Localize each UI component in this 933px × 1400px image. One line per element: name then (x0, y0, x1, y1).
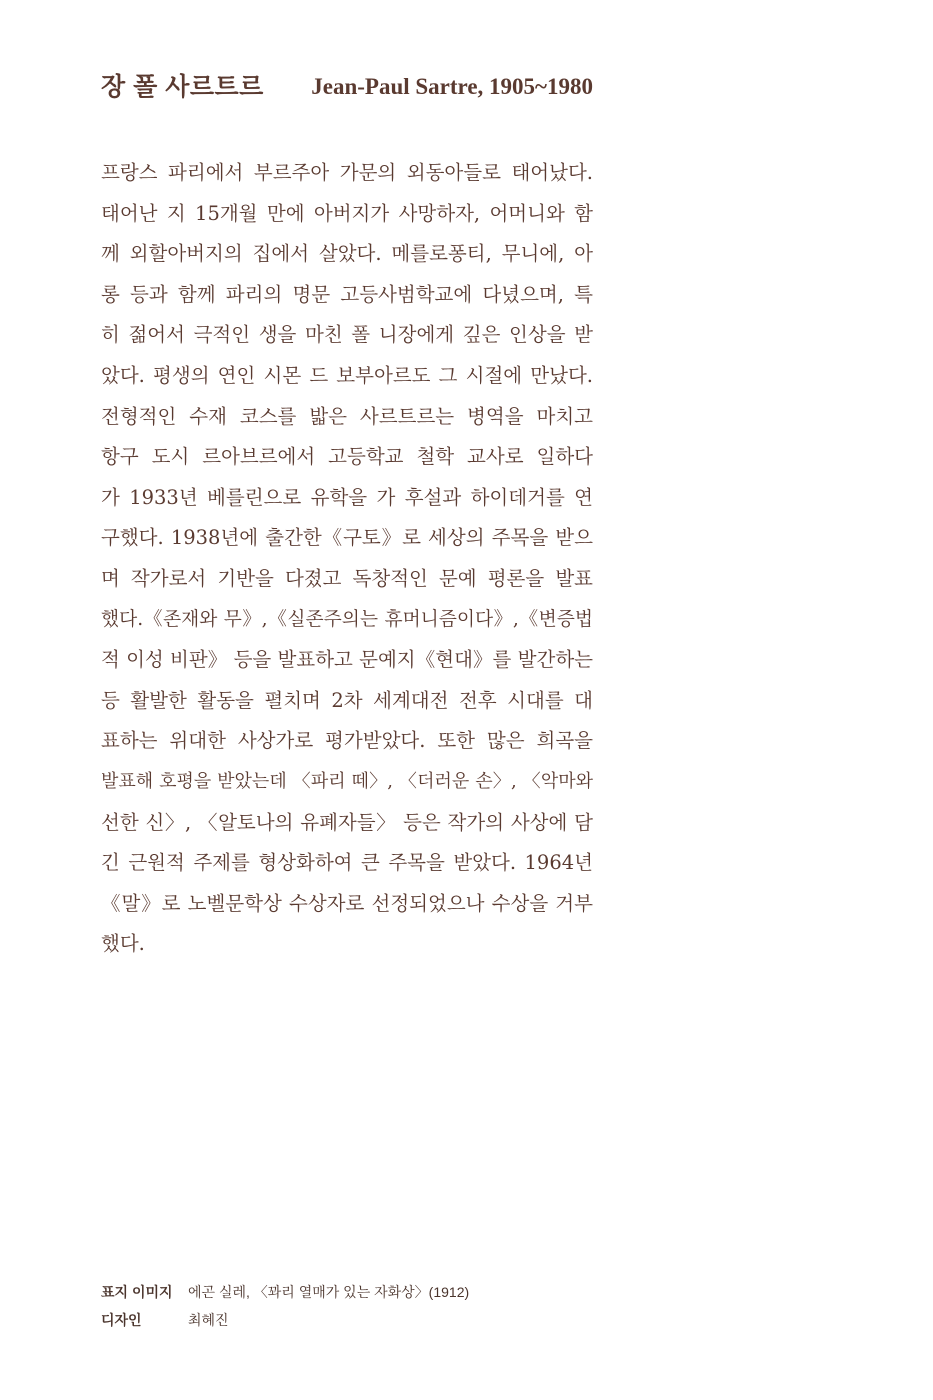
biography-line: 가 1933년 베를린으로 유학을 가 후설과 하이데거를 연 (101, 485, 593, 509)
design-label: 디자인 (101, 1312, 142, 1328)
biography-line: 발표해 호평을 받았는데 〈파리 떼〉, 〈더러운 손〉, 〈악마와 (101, 770, 593, 792)
biography-line: 았다. 평생의 연인 시몬 드 보부아르도 그 시절에 만났다. (101, 363, 593, 387)
biography-line: 표하는 위대한 사상가로 평가받았다. 또한 많은 희곡을 (101, 729, 593, 753)
book-credits (101, 1278, 469, 1334)
design-credit (101, 1306, 469, 1334)
biography-line: 긴 근원적 주제를 형상화하여 큰 주목을 받았다. 1964년 (101, 851, 593, 875)
author-name-english: Jean-Paul Sartre, 1905~1980 (311, 74, 593, 99)
author-header (101, 70, 593, 104)
biography-line: 전형적인 수재 코스를 밟은 사르트르는 병역을 마치고 (101, 404, 593, 428)
biography-line: 항구 도시 르아브르에서 고등학교 철학 교사로 일하다 (101, 445, 593, 469)
biography-line: 적 이성 비판》 등을 발표하고 문예지《현대》를 발간하는 (101, 648, 593, 672)
biography-line: 했다. (101, 932, 145, 956)
biography-line: 《말》로 노벨문학상 수상자로 선정되었으나 수상을 거부 (101, 891, 593, 915)
biography-line: 롱 등과 함께 파리의 명문 고등사범학교에 다녔으며, 특 (101, 282, 593, 306)
biography-line: 히 젊어서 극적인 생을 마친 폴 니장에게 깊은 인상을 받 (101, 323, 593, 347)
cover-image-credit (101, 1278, 469, 1306)
biography-line: 구했다. 1938년에 출간한《구토》로 세상의 주목을 받으 (101, 526, 593, 550)
design-value: 최혜진 (188, 1312, 229, 1328)
biography-line: 태어난 지 15개월 만에 아버지가 사망하자, 어머니와 함 (101, 201, 593, 225)
biography-line: 며 작가로서 기반을 다졌고 독창적인 문예 평론을 발표 (101, 566, 593, 590)
biography-line: 께 외할아버지의 집에서 살았다. 메를로퐁티, 무니에, 아 (101, 242, 593, 266)
biography-line: 프랑스 파리에서 부르주아 가문의 외동아들로 태어났다. (101, 161, 593, 184)
cover-image-value: 에곤 실레, 〈꽈리 열매가 있는 자화상〉(1912) (188, 1284, 470, 1300)
author-name-korean: 장 폴 사르트르 (101, 73, 264, 101)
biography-line: 했다.《존재와 무》,《실존주의는 휴머니즘이다》,《변증법 (101, 608, 593, 630)
author-biography (101, 153, 593, 965)
biography-line: 선한 신〉, 〈알토나의 유폐자들〉 등은 작가의 사상에 담 (101, 810, 593, 834)
biography-line: 등 활발한 활동을 펼치며 2차 세계대전 전후 시대를 대 (101, 688, 593, 712)
cover-image-label: 표지 이미지 (101, 1284, 173, 1300)
